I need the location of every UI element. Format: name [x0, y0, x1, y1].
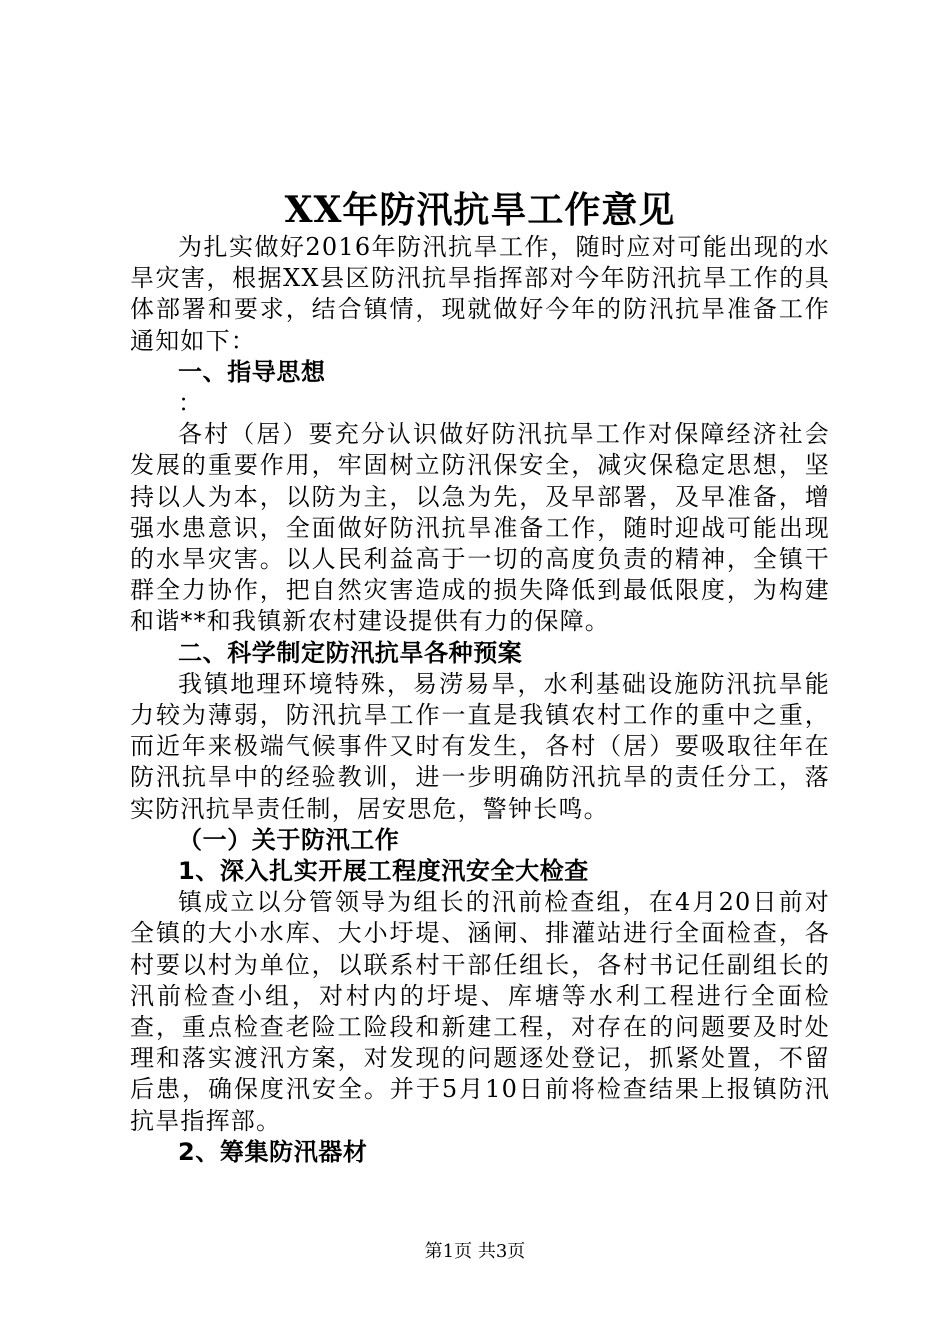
- section-body-plans: 我镇地理环境特殊，易涝易旱，水利基础设施防汛抗旱能力较为薄弱，防汛抗旱工作一直是我镇农村工作的重中之重，而近年来极端气候事件又时有发生，各村（居）要吸取往年在防汛抗旱中的经验教训，进一步明确防汛抗旱的责任分工，落实防汛抗旱责任制，居安思危，警钟长鸣。: [130, 669, 830, 823]
- page-number-footer: 第1页 共3页: [424, 1241, 526, 1262]
- intro-paragraph: 为扎实做好2016年防汛抗旱工作，随时应对可能出现的水旱灾害，根据XX县区防汛抗旱指挥部对今年防汛抗旱工作的具体部署和要求，结合镇情，现就做好今年的防汛抗旱准备工作通知如下：: [130, 233, 830, 355]
- item-heading-flood-equipment: 2、筹集防汛器材: [178, 1137, 368, 1166]
- stray-colon: ：: [178, 389, 202, 418]
- section-heading-guiding-ideology: 一、指导思想: [178, 357, 326, 386]
- section-heading-plans: 二、科学制定防汛抗旱各种预案: [178, 638, 523, 667]
- section-body-guiding-ideology: 各村（居）要充分认识做好防汛抗旱工作对保障经济社会发展的重要作用，牢固树立防汛保安全，减灾保稳定思想，坚持以人为本，以防为主，以急为先，及早部署，及早准备，增强水患意识，全面做好防汛抗旱准备工作，随时迎战可能出现的水旱灾害。以人民利益高于一切的高度负责的精神，全镇干群全力协作，把自然灾害造成的损失降低到最低限度，为构建和谐**和我镇新农村建设提供有力的保障。: [130, 420, 830, 636]
- document-page: [130, 188, 830, 1168]
- subsection-heading-flood-control: （一）关于防汛工作: [178, 825, 400, 854]
- item-body-safety-inspection: 镇成立以分管领导为组长的汛前检查组，在4月20日前对全镇的大小水库、大小圩堤、涵闸、排灌站进行全面检查，各村要以村为单位，以联系村干部任组长，各村书记任副组长的汛前检查小组，对村内的圩堤、库塘等水利工程进行全面检查，重点检查老险工险段和新建工程，对存在的问题要及时处理和落实渡汛方案，对发现的问题逐处登记，抓紧处置，不留后患，确保度汛安全。并于5月10日前将检查结果上报镇防汛抗旱指挥部。: [130, 888, 830, 1135]
- item-heading-safety-inspection: 1、深入扎实开展工程度汛安全大检查: [178, 857, 589, 886]
- document-title: XX年防汛抗旱工作意见: [284, 189, 676, 231]
